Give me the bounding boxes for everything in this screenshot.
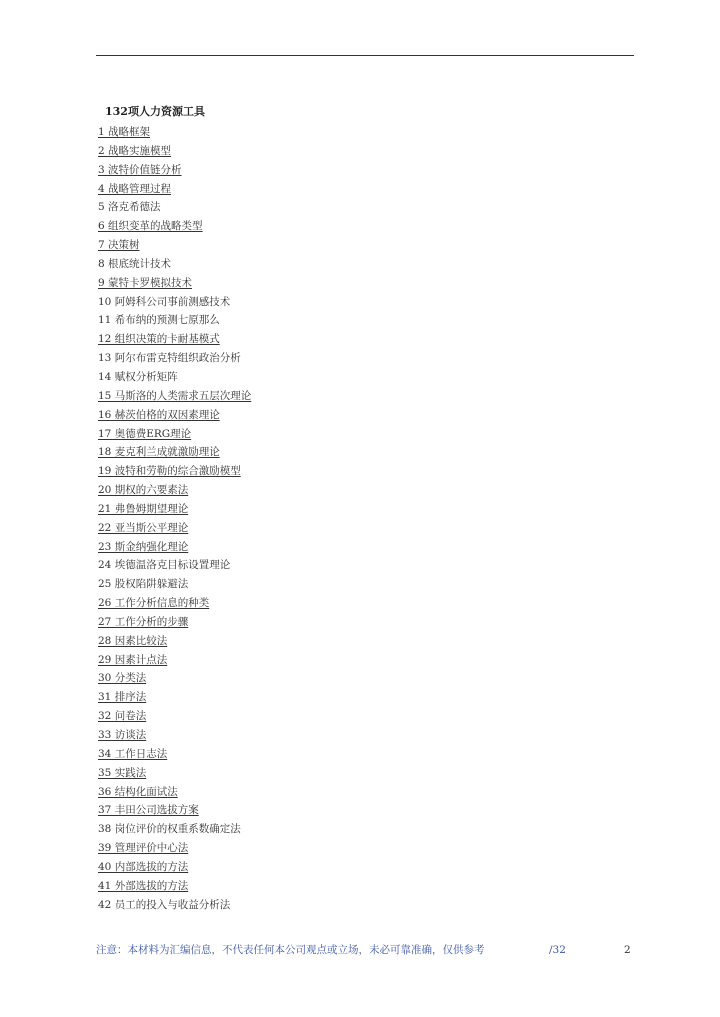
toc-item-label[interactable]: 1 战略框架 bbox=[98, 126, 151, 138]
toc-item-label[interactable]: 29 因素计点法 bbox=[98, 653, 168, 666]
toc-item-label[interactable]: 26 工作分析信息的种类 bbox=[98, 597, 210, 610]
toc-item-label[interactable]: 36 结构化面试法 bbox=[98, 785, 178, 798]
toc-item bbox=[98, 311, 251, 330]
toc-link-item[interactable] bbox=[98, 462, 251, 481]
toc-link-item[interactable] bbox=[98, 443, 251, 462]
toc-item-label: 42 员工的投入与收益分析法 bbox=[98, 898, 231, 911]
toc-link-item[interactable] bbox=[98, 745, 251, 764]
toc-link-item[interactable] bbox=[98, 481, 251, 500]
toc-item-label[interactable]: 6 组织变革的战略类型 bbox=[98, 220, 203, 233]
toc-item bbox=[98, 198, 251, 217]
toc-link-item[interactable] bbox=[98, 839, 251, 858]
toc-link-item[interactable] bbox=[98, 500, 251, 519]
toc-item bbox=[98, 349, 251, 368]
toc-item-label: 5 洛克希德法 bbox=[98, 201, 161, 214]
toc-item-label[interactable]: 31 排序法 bbox=[98, 691, 147, 704]
toc-item-label: 25 股权陷阱躲避法 bbox=[98, 578, 189, 591]
toc-link-item[interactable] bbox=[98, 632, 251, 651]
footer-page-number: 2 bbox=[624, 944, 631, 956]
toc-link-item[interactable] bbox=[98, 519, 251, 538]
toc-item-label: 11 希布纳的预测七原那么 bbox=[98, 314, 220, 327]
toc-link-item[interactable] bbox=[98, 236, 251, 255]
toc-link-item[interactable] bbox=[98, 783, 251, 802]
toc-link-item[interactable] bbox=[98, 726, 251, 745]
toc-item-label[interactable]: 35 实践法 bbox=[98, 766, 147, 779]
toc-item-label[interactable]: 27 工作分析的步骤 bbox=[98, 615, 189, 628]
footer-page-total: /32 bbox=[549, 944, 566, 956]
toc-link-item[interactable] bbox=[98, 538, 251, 557]
toc-item-label: 10 阿姆科公司事前测感技术 bbox=[98, 295, 231, 308]
toc-link-item[interactable] bbox=[98, 217, 251, 236]
toc-link-item[interactable] bbox=[98, 425, 251, 444]
toc-link-item[interactable] bbox=[98, 613, 251, 632]
toc-item bbox=[98, 820, 251, 839]
toc-item bbox=[98, 368, 251, 387]
toc-link-item[interactable] bbox=[98, 161, 251, 180]
toc-link-item[interactable] bbox=[98, 406, 251, 425]
toc-item-label[interactable]: 37 丰田公司选拔方案 bbox=[98, 804, 199, 817]
toc-link-item[interactable] bbox=[98, 180, 251, 199]
toc-item-label[interactable]: 28 因素比较法 bbox=[98, 634, 168, 647]
toc-item-label[interactable]: 18 麦克利兰成就激励理论 bbox=[98, 446, 220, 459]
toc-item bbox=[98, 255, 251, 274]
toc-link-item[interactable] bbox=[98, 669, 251, 688]
toc-item-label[interactable]: 4 战略管理过程 bbox=[98, 182, 172, 195]
toc-link-item[interactable] bbox=[98, 764, 251, 783]
toc-link-item[interactable] bbox=[98, 707, 251, 726]
toc-link-item[interactable] bbox=[98, 651, 251, 670]
toc-link-item[interactable] bbox=[98, 877, 251, 896]
toc-item-label: 13 阿尔布雷克特组织政治分析 bbox=[98, 352, 241, 365]
toc-link-item[interactable] bbox=[98, 387, 251, 406]
toc-item-label[interactable]: 22 亚当斯公平理论 bbox=[98, 521, 189, 534]
toc-item-label[interactable]: 15 马斯洛的人类需求五层次理论 bbox=[98, 389, 252, 402]
toc-link-item[interactable] bbox=[98, 274, 251, 293]
toc-item-label[interactable]: 12 组织决策的卡耐基模式 bbox=[98, 333, 220, 346]
toc-item bbox=[98, 896, 251, 915]
toc-item-label[interactable]: 3 波特价值链分析 bbox=[98, 163, 182, 176]
toc-item-label[interactable]: 41 外部选拔的方法 bbox=[98, 879, 189, 892]
document-title: 132项人力资源工具 bbox=[105, 105, 205, 118]
toc-item-label[interactable]: 33 访谈法 bbox=[98, 729, 147, 741]
toc-item-label[interactable]: 34 工作日志法 bbox=[98, 747, 168, 760]
toc-link-item[interactable] bbox=[98, 594, 251, 613]
toc-item-label[interactable]: 19 波特和劳勒的综合激励模型 bbox=[98, 465, 241, 478]
footer-disclaimer: 注意：本材料为汇编信息，不代表任何本公司观点或立场，未必可靠准确，仅供参考 bbox=[96, 944, 485, 956]
toc-item-label[interactable]: 2 战略实施模型 bbox=[98, 144, 172, 157]
toc-item-label[interactable]: 16 赫茨伯格的双因素理论 bbox=[98, 408, 220, 421]
toc-link-item[interactable] bbox=[98, 688, 251, 707]
toc-item-label: 8 根底统计技术 bbox=[98, 257, 172, 270]
toc-item-label[interactable]: 39 管理评价中心法 bbox=[98, 842, 189, 855]
toc-item bbox=[98, 293, 251, 312]
toc-item-label[interactable]: 21 弗鲁姆期望理论 bbox=[98, 502, 189, 515]
table-of-contents bbox=[98, 123, 251, 914]
toc-item-label[interactable]: 20 期权的六要素法 bbox=[98, 484, 189, 497]
toc-item-label[interactable]: 17 奥德费ERG理论 bbox=[98, 427, 192, 440]
toc-link-item[interactable] bbox=[98, 801, 251, 820]
toc-item bbox=[98, 556, 251, 575]
toc-item-label[interactable]: 32 问卷法 bbox=[98, 710, 147, 723]
toc-item-label: 38 岗位评价的权重系数确定法 bbox=[98, 823, 241, 836]
toc-item-label[interactable]: 23 斯金纳强化理论 bbox=[98, 540, 189, 553]
toc-item bbox=[98, 575, 251, 594]
toc-link-item[interactable] bbox=[98, 858, 251, 877]
toc-item-label[interactable]: 9 蒙特卡罗模拟技术 bbox=[98, 276, 193, 289]
toc-item-label[interactable]: 40 内部选拔的方法 bbox=[98, 860, 189, 873]
toc-link-item[interactable] bbox=[98, 142, 251, 161]
toc-item-label[interactable]: 30 分类法 bbox=[98, 672, 147, 685]
toc-item-label: 14 赋权分析矩阵 bbox=[98, 370, 178, 383]
toc-link-item[interactable] bbox=[98, 123, 251, 142]
toc-item-label: 24 埃德温洛克目标设置理论 bbox=[98, 559, 231, 572]
toc-item-label[interactable]: 7 决策树 bbox=[98, 239, 140, 252]
header-rule bbox=[96, 55, 634, 56]
toc-link-item[interactable] bbox=[98, 330, 251, 349]
